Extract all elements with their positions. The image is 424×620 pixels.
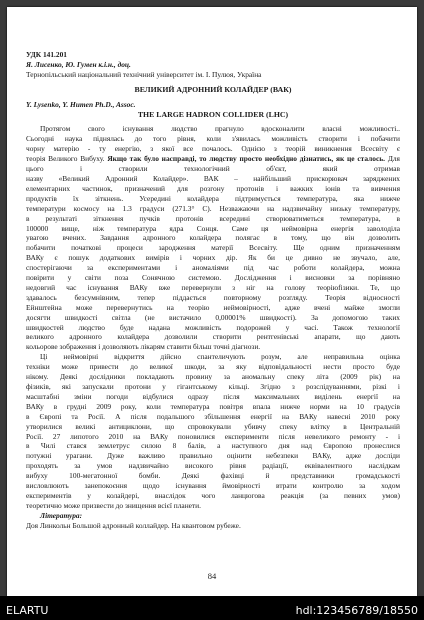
text-line: Ці неймовірні відкриття дійсно спантеличують розум, але неправильна оцінка [40,352,400,362]
text-line: експериментів у колайдері, внаслідок чого ланцюгова реакція (за певних умов) [26,490,400,500]
text-line: масштабні зміни погоди відбулися одразу після максимальних виділень енергії на [26,391,400,401]
text-line: увагою вчених. Завдання адронного колайдера полягає в тому, що він дозволить [26,233,400,243]
text-line: 100000 вище, ніж температура ядра Сонця. Саме ця неймовірна енергія заволоділа [26,223,400,233]
text-line: Протягом свого існування людство прагнуло вдосконалити власні можливості.. [40,124,400,134]
bold-statement: Якщо так було насправді, то людству просто необхідно дізнатись, як це сталось. [107,154,386,164]
text-line: спостерігаючи за експериментами і аномаліями під час роботи колайдера, можна [26,263,400,273]
references-heading: Література: [40,510,83,520]
repository-name: ELARTU [6,604,49,617]
text-line: потужні урагани. Дуже важливо правильно оцінити небезпеки ВАКу, адже досліди [26,451,400,461]
text-line: в результаті зіткнення пучків протонів всередині створюватиметься температура, в [26,213,400,223]
text-line: Сьогодні наука піднялась до того рівня, коли з'явилась можливість створити і побачити [26,134,400,144]
text-line: досягти швидкості світла (не вистачило 0,00001% швидкості). За допомогою таких [26,312,400,322]
handle-id: hdl:123456789/18550 [295,604,418,617]
document-page [7,7,417,596]
article-body [26,50,400,531]
authors-ua: Я. Лисенко, Ю. Гумен к.і.н., доц. [26,59,131,69]
text-line: Росії. 27 липотого 2010 на ВАКу поновилися експерименти після невеликого ремонту - і [26,431,400,441]
title-en: THE LARGE HADRON COLLIDER (LHC) [137,109,289,119]
text-line: в Європі та Росії. А після подальшого збільшення енергії на ВАКу навесні 2010 року [26,411,400,421]
text-line: нікому. Деякі дослідники покладають провину за аномальну спеку літа (2009 рік) на [26,372,400,382]
paragraph-1 [26,124,400,352]
text-line: повірити у світи поза Сонячною системою. Дослідження і висновки за порівняно [26,273,400,283]
page-number: 84 [207,571,217,581]
text-line: продуктів їх зіткнень. Усередині колайдера підтримується температура, яка нижче [26,193,400,203]
text-line: температури космосу на 1.3 градуси (271.3° С). Незважаючи на надзвичайну низьку температуру, [26,203,400,213]
text-line: елементарних частинок, призначений для розгону протонів і важких іонів та вивчення [26,183,400,193]
text-line: висловлюють занепокоєння щодо існування ймовірності втрати контролю за ходом [26,481,400,491]
text-line: чорну матерію - ту енергію, з якої все почалось. Однією з теорій виникнення Всесвіту є [26,144,400,154]
text-line: ВАКу є пошук додаткових вимірів і чорних дір. Як би це дивно не звучало, але, [26,253,400,263]
text-line: фізиків, які запускали протони у гігантському кільці. Згідно з розслідуваннями, різкі і [26,382,400,391]
reference-item: Доя Линкольн Большой адронный коллайдер. На квантовом рубеже. [26,520,241,530]
text-line: швидкостей людство буде надана можливість подорожей у часі. Також технології [26,322,400,332]
title-ua: ВЕЛИКИЙ АДРОННИЙ КОЛАЙДЕР (ВАК) [134,84,292,94]
text-line: великого адронного колайдера дозволили створити рентгенівські апарати, що дають [26,332,400,342]
udc-code: УДК 141.201 [26,50,67,59]
authors-en: Y. Lysenko, Y. Humen Ph.D., Assoc. [26,99,136,109]
footer-bar [0,596,424,620]
paragraph-2 [26,352,400,511]
text-line: кольорове зображення і дозволяють лікарям ставити більш точні діагнози. [26,342,261,352]
text-line: теоретично може призвести до знищення всієї планети. [26,500,201,510]
text-line: проходять за умов надзвичайно високого рівня радіації, еквівалентного наслідкам [26,461,400,471]
text-line: недовгий час існування ВАКу вже перевернули з ніг на голову теоріюfізики. Те, що [26,282,400,292]
text-line: ВАКу в грудні 2009 року, коли температура повітря впала нижче норми на 10 градусів [26,401,400,411]
text-line: в Чилі стався землетрус силою 8 балів, а наступного дня над Європою пронеслися [26,441,400,451]
text-line: теорія Великого Вибуху. Якщо так було насправді, то людству просто необхідно дізнатись, як це сталось. Для цього і створили технологічний об'єкт, який отримав [26,154,400,174]
text-line: техніки може привести до великої шкоди, за яку відповідальності нести просто буде [26,362,400,372]
text-line: Ейнштейна може перевернутись на теорію неймовірності, адже вчені майже змогли [26,302,400,312]
text-line: вибуху 100-мегатонної бомби. Деякі фахівці й представники громадськості [26,471,400,481]
text-line: побачити початкові процеси зародження матерії Всесвіту. Ще одним призначенням [26,243,400,253]
text-line: здавалось безсумнівним, тепер піддається повторному розгляду. Теорія відносності [26,292,400,302]
text-line: утворилися великі антициклони, що спровокували убивчу спеку влітку в Центральній [26,421,400,431]
affiliation: Тернопільський національний технічний університет ім. І. Пулюя, Україна [26,69,262,79]
text-line: назву «Великий Адронний Колайдер». ВАК – найбільший прискорювач заряджених [26,173,400,183]
